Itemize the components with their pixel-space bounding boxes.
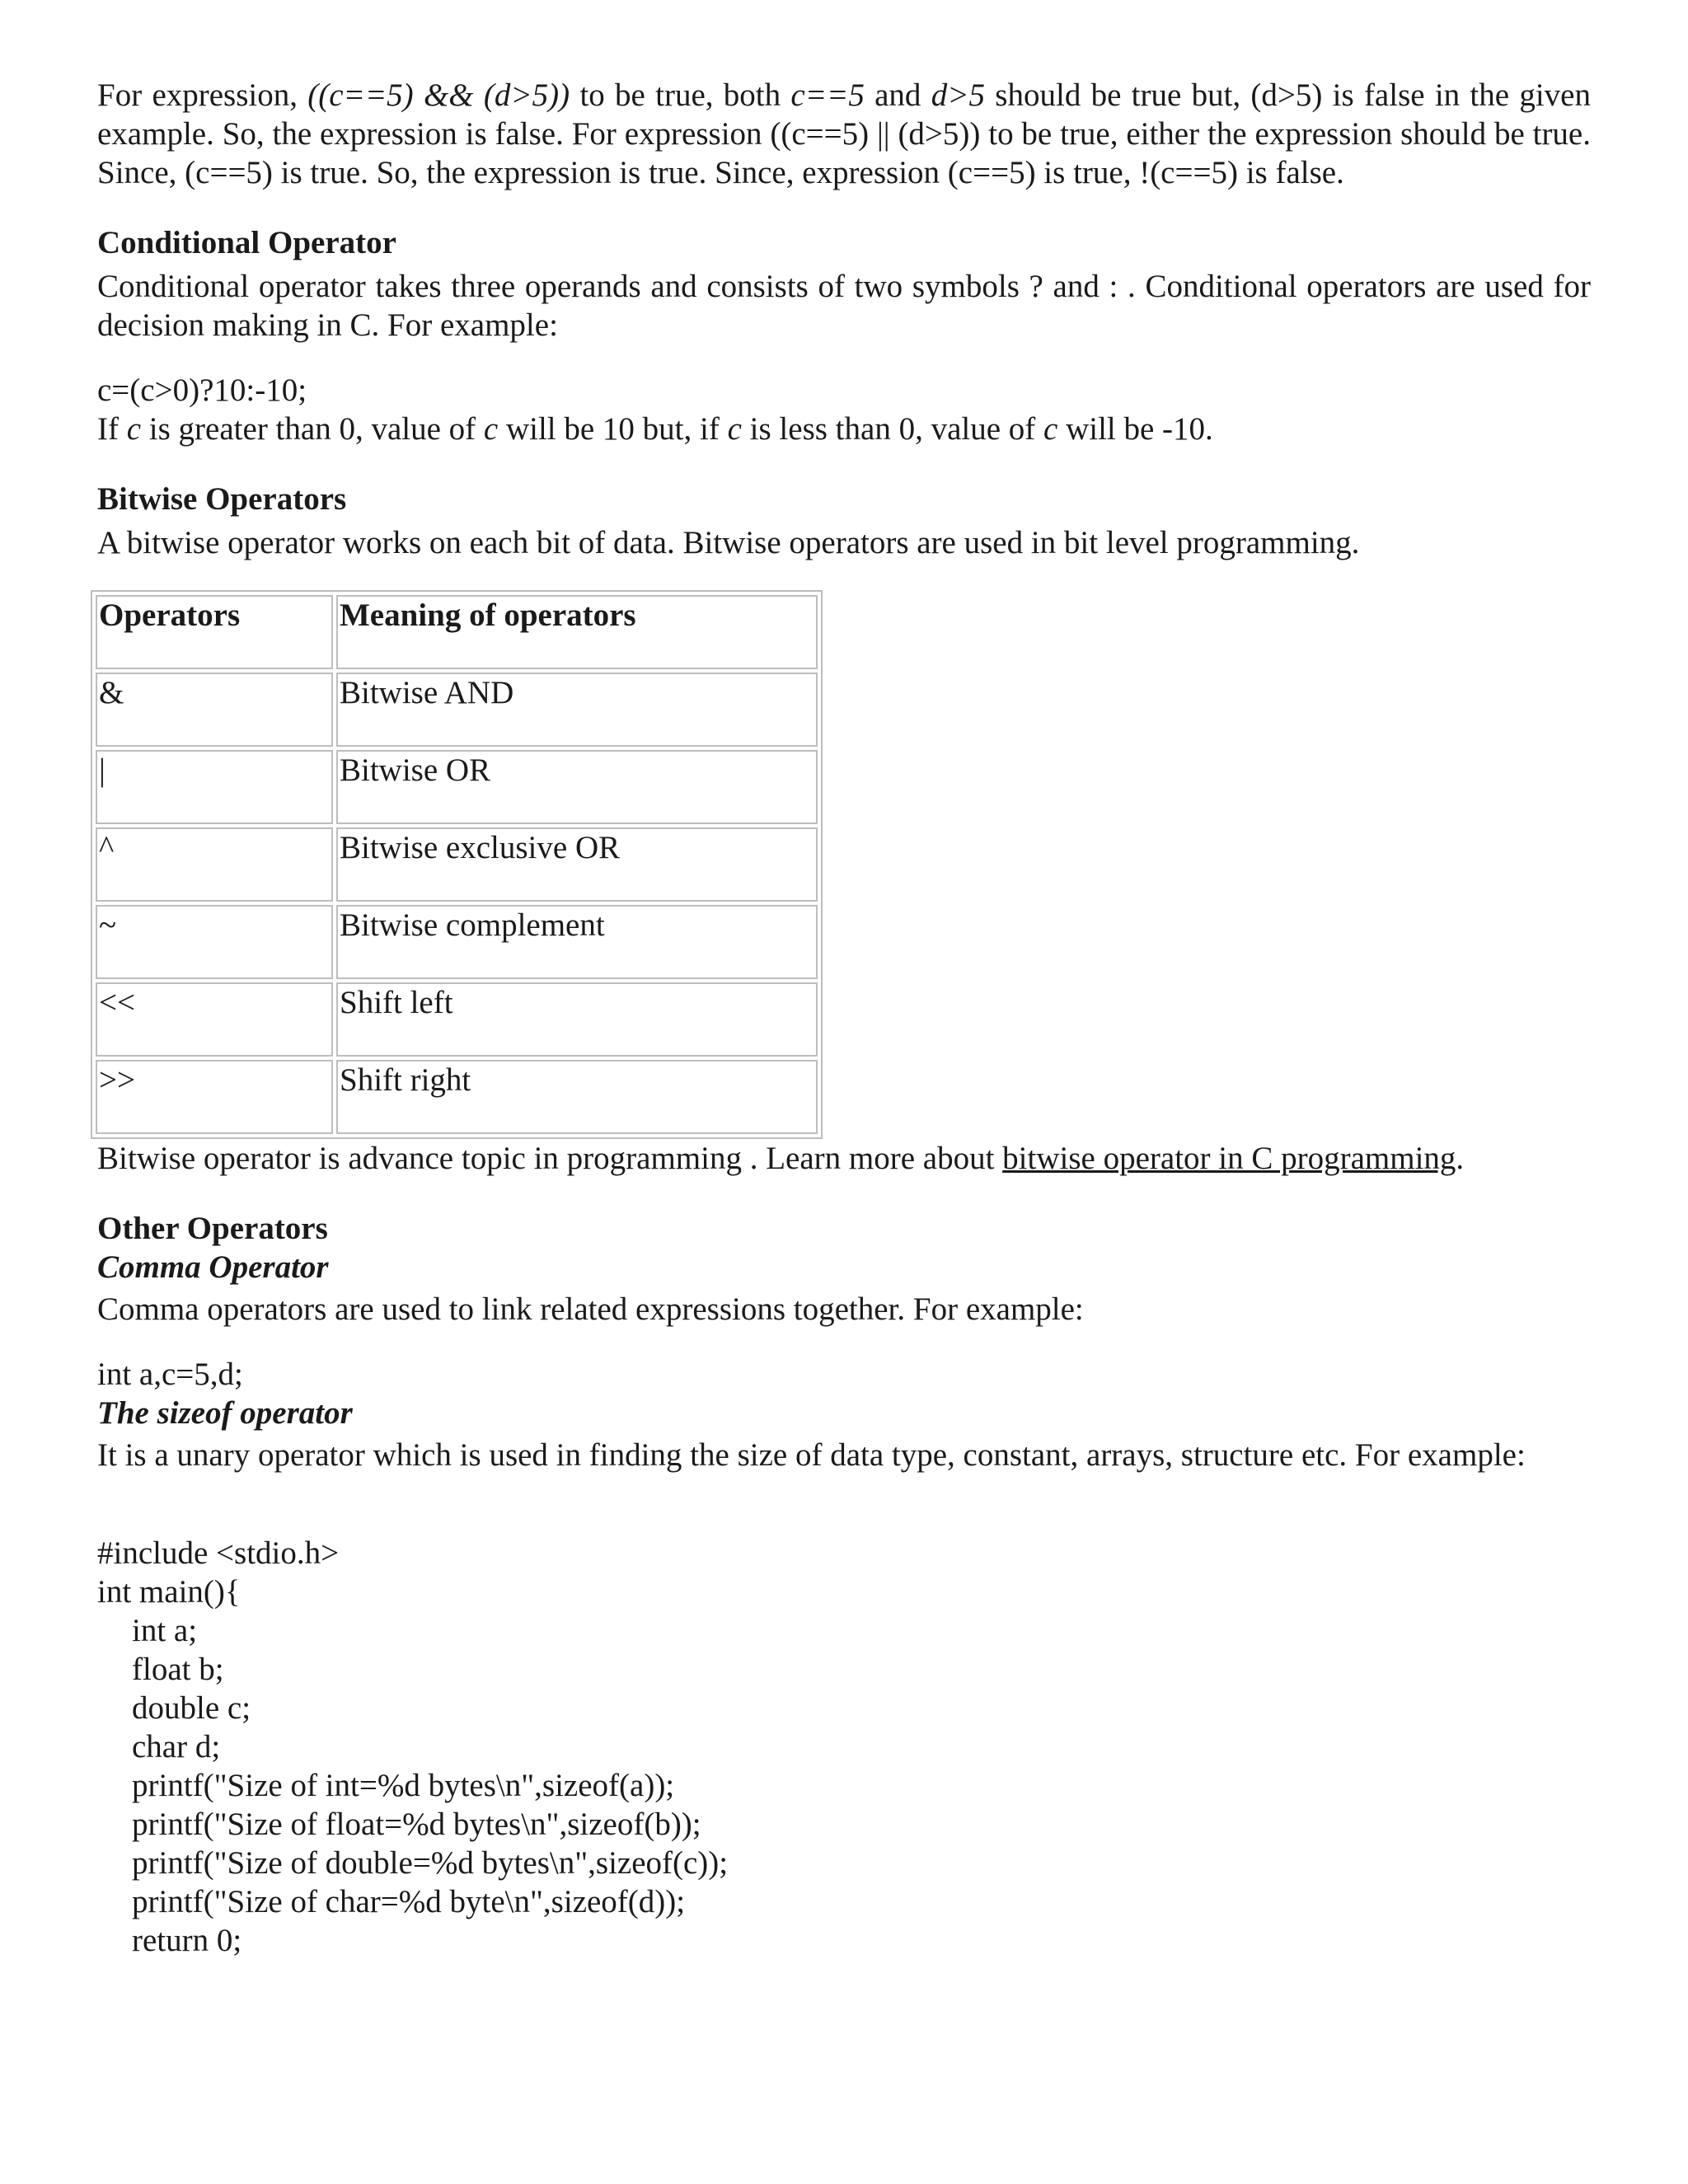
code-line: return 0; (132, 1923, 242, 1958)
intro-paragraph (97, 76, 1591, 192)
bitwise-operators-table (91, 590, 823, 1139)
table-cell-operator: >> (96, 1060, 333, 1134)
cond-var-c3: c (727, 411, 742, 447)
code-line: printf("Size of float=%d bytes\n",sizeof(b)); (132, 1807, 701, 1842)
table-cell-operator: & (96, 673, 333, 747)
cond-explain-a: If (97, 411, 127, 447)
code-listing (97, 1534, 1591, 1960)
table-cell-meaning: Bitwise exclusive OR (336, 827, 818, 902)
table-row (96, 750, 818, 824)
comma-operator-code: int a,c=5,d; (97, 1357, 243, 1392)
table-row (96, 1060, 818, 1134)
intro-expression: ((c==5) && (d>5)) (307, 77, 570, 113)
table-cell-operator: << (96, 982, 333, 1057)
table-header-row (96, 595, 818, 669)
table-row (96, 905, 818, 979)
code-line: float b; (132, 1652, 224, 1687)
table-cell-meaning: Bitwise AND (336, 673, 818, 747)
conditional-code: c=(c>0)?10:-10; (97, 373, 307, 408)
code-line: int a; (132, 1613, 198, 1648)
intro-text-c: and (864, 77, 931, 113)
intro-cond-c: c==5 (790, 77, 865, 113)
other-operators-heading: Other Operators (97, 1211, 328, 1246)
cond-explain-c: will be 10 but, if (498, 411, 728, 447)
code-line: double c; (132, 1690, 251, 1726)
bitwise-note (97, 1139, 1591, 1178)
table-row (96, 982, 818, 1057)
table-cell-meaning: Shift left (336, 982, 818, 1057)
intro-text-b: to be true, both (570, 77, 791, 113)
conditional-explanation (97, 410, 1591, 448)
document-page (97, 76, 1591, 1960)
table-cell-operator: ~ (96, 905, 333, 979)
cond-var-c4: c (1043, 411, 1058, 447)
table-header-meaning: Meaning of operators (336, 595, 818, 669)
sizeof-operator-text: It is a unary operator which is used in finding the size of data type, constant, arrays, structure etc. For example: (97, 1437, 1526, 1473)
table-header-operators: Operators (96, 595, 333, 669)
table-cell-meaning: Bitwise complement (336, 905, 818, 979)
intro-text-a: For expression, (97, 77, 308, 113)
table-cell-operator: ^ (96, 827, 333, 902)
code-line: char d; (132, 1729, 221, 1765)
bitwise-note-text: Bitwise operator is advance topic in programming . Learn more about (97, 1141, 1003, 1176)
table-row (96, 673, 818, 747)
bitwise-operator-link[interactable]: bitwise operator in C programming (1002, 1141, 1456, 1176)
intro-cond-d: d>5 (931, 77, 986, 113)
intro-text-d: should be true but, (d>5) is false in the given example. So, the expression is false. For expression ((c==5) || (d>5)) to be true, either the expression should be true. Since, (c==5) is true. So, the expression is true. Since, expression (c==5) is true, !(c==5) is false. (97, 77, 1591, 190)
bitwise-note-end: . (1456, 1141, 1465, 1176)
cond-explain-d: is less than 0, value of (741, 411, 1044, 447)
code-line: int main(){ (97, 1574, 241, 1610)
cond-var-c2: c (483, 411, 499, 447)
cond-var-c1: c (126, 411, 142, 447)
table-row (96, 827, 818, 902)
bitwise-text: A bitwise operator works on each bit of data. Bitwise operators are used in bit level programming. (97, 525, 1360, 560)
table-cell-operator: | (96, 750, 333, 824)
sizeof-operator-heading: The sizeof operator (97, 1395, 353, 1431)
table-cell-meaning: Bitwise OR (336, 750, 818, 824)
conditional-text: Conditional operator takes three operands and consists of two symbols ? and : . Conditional operators are used for decision making in C. For example: (97, 269, 1591, 343)
code-line: printf("Size of int=%d bytes\n",sizeof(a)); (132, 1768, 675, 1803)
conditional-heading: Conditional Operator (97, 225, 396, 260)
bitwise-heading: Bitwise Operators (97, 481, 347, 517)
code-line: printf("Size of double=%d bytes\n",sizeof(c)); (132, 1845, 729, 1881)
comma-operator-heading: Comma Operator (97, 1249, 329, 1285)
code-line: printf("Size of char=%d byte\n",sizeof(d)); (132, 1884, 686, 1919)
cond-explain-b: is greater than 0, value of (141, 411, 484, 447)
comma-operator-text: Comma operators are used to link related expressions together. For example: (97, 1291, 1084, 1327)
table-cell-meaning: Shift right (336, 1060, 818, 1134)
code-line: #include <stdio.h> (97, 1535, 340, 1571)
cond-explain-e: will be -10. (1057, 411, 1213, 447)
